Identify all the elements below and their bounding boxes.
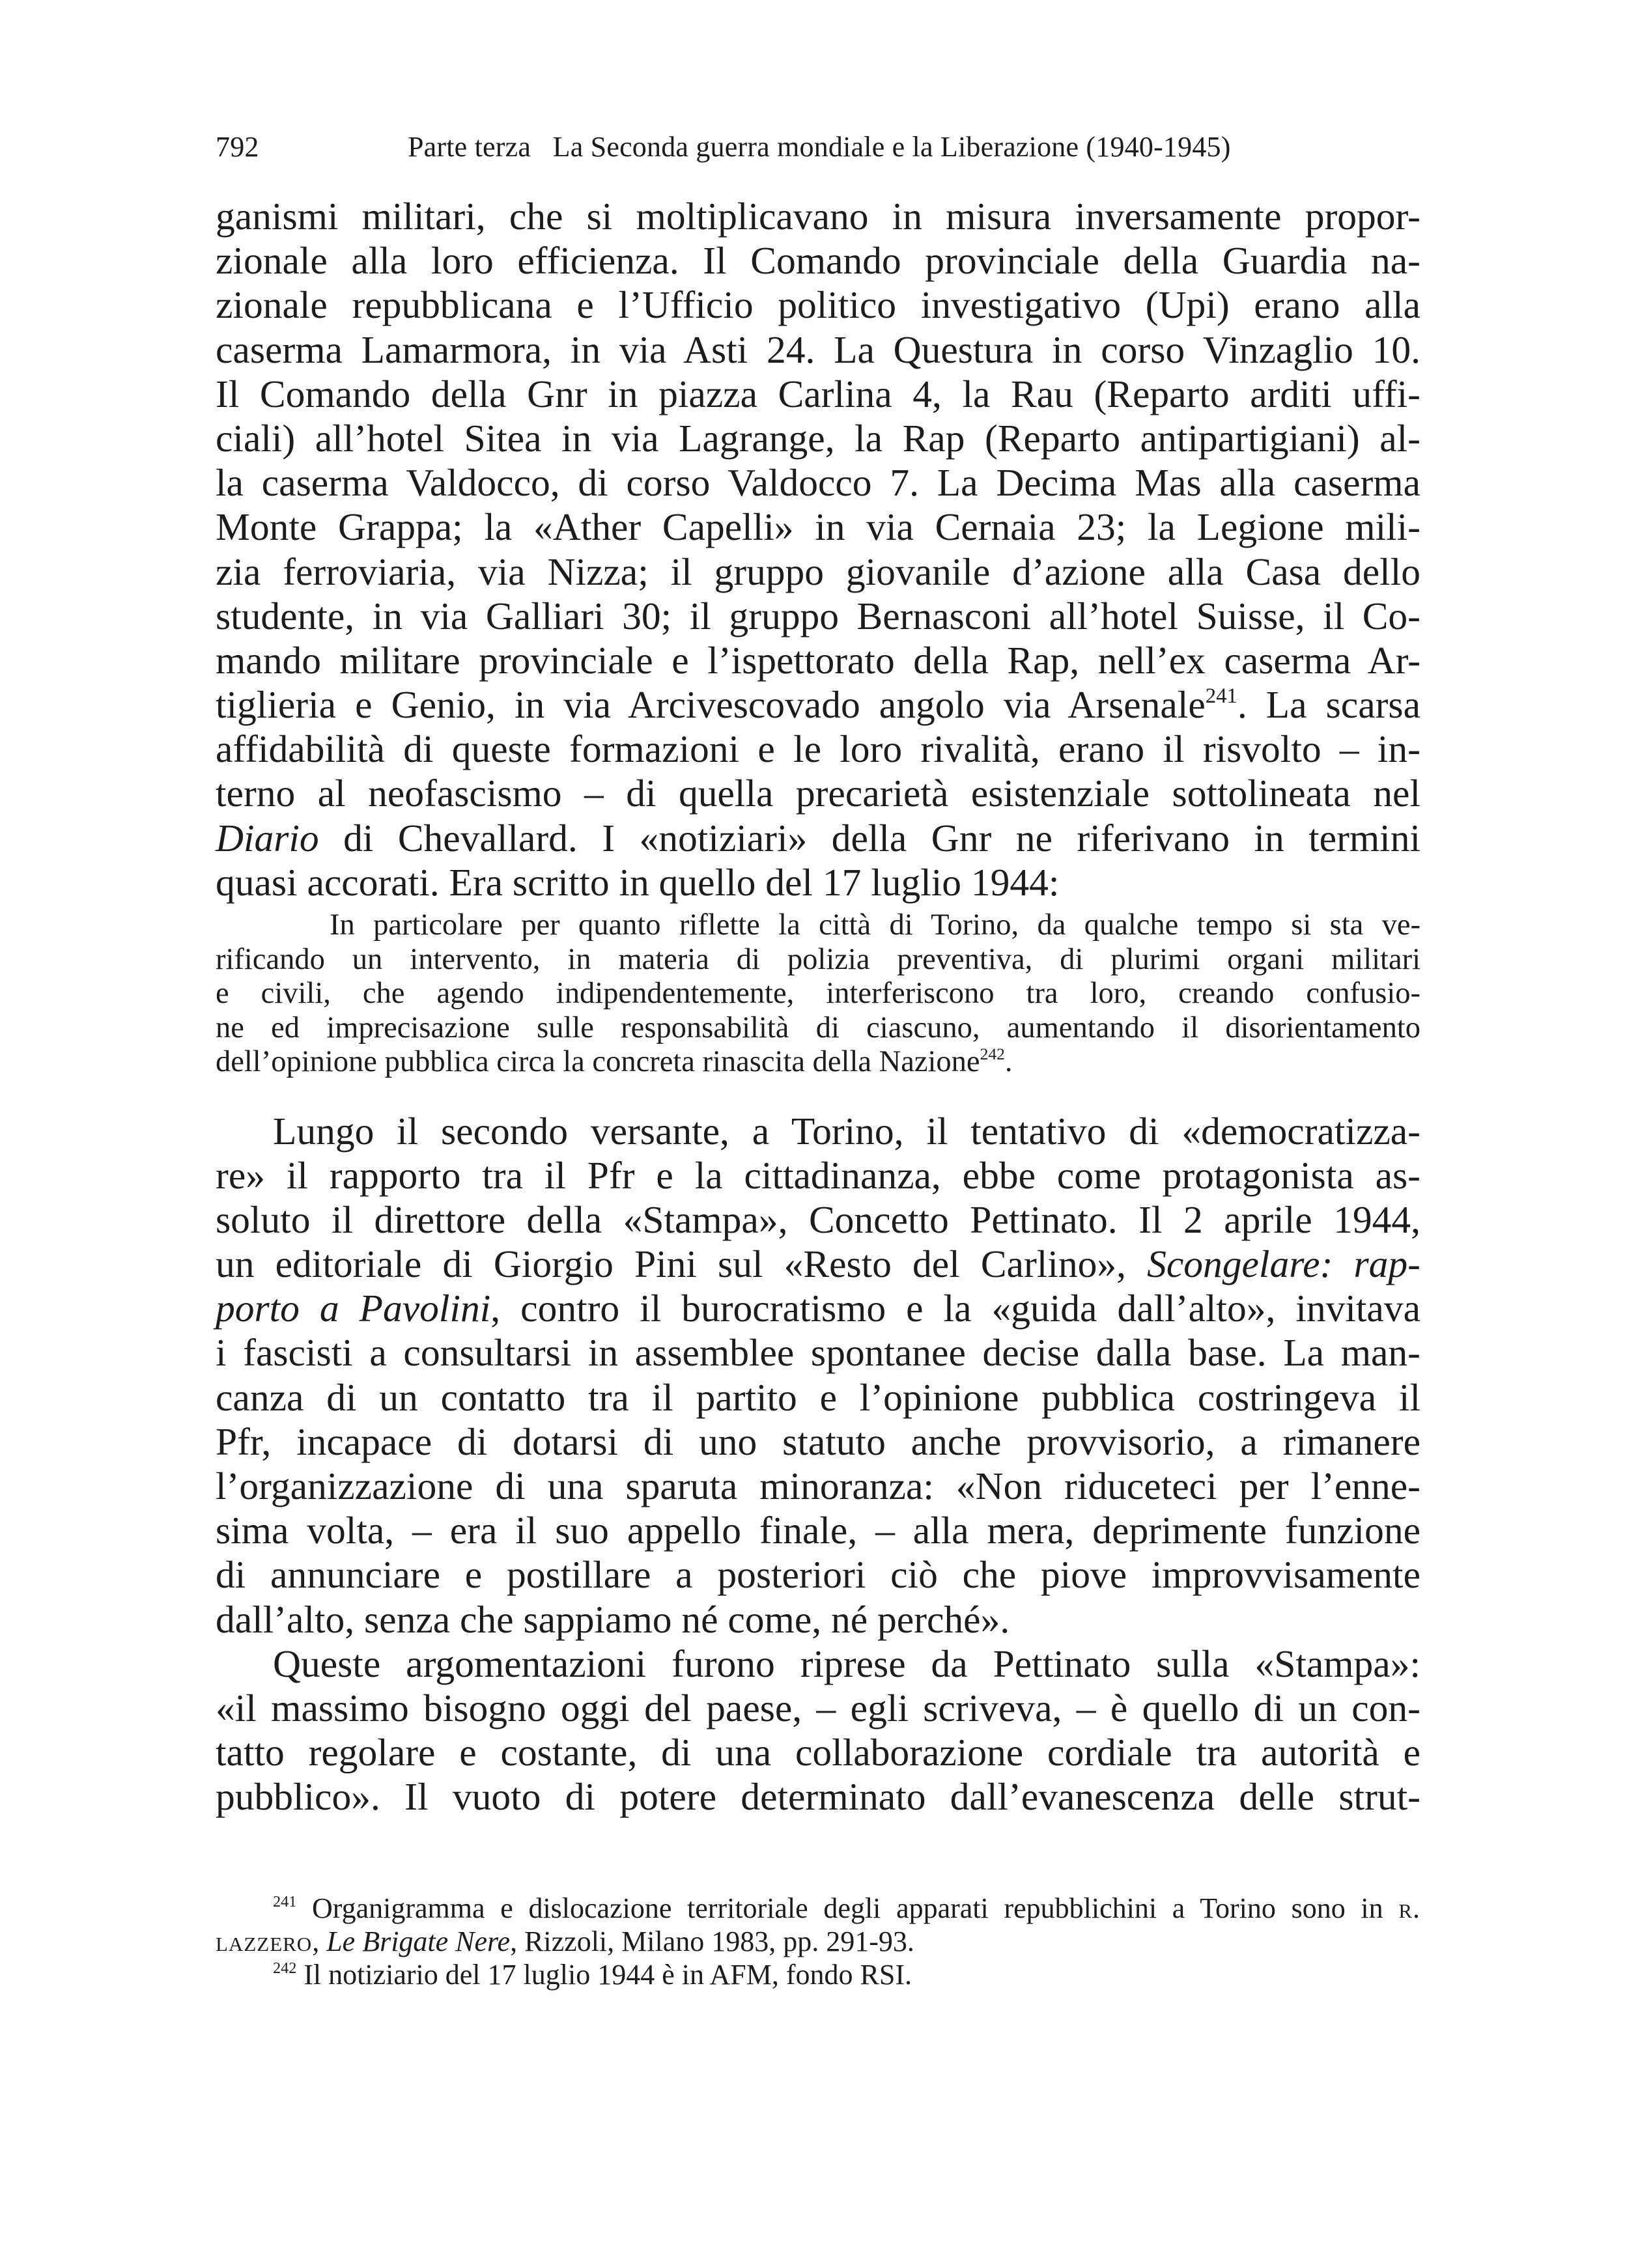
text-fragment: , <box>312 1925 327 1957</box>
text-fragment: tiglieria e Genio, in via Arcivescovado angolo via Arsenale <box>216 683 1206 727</box>
text-line: dall’alto, senza che sappiamo né come, né perché». <box>216 1597 1010 1641</box>
text-line: canza di un contatto tra il partito e l’opinione pubblica costringeva il <box>216 1375 1420 1419</box>
text-fragment: un editoriale di Giorgio Pini sul «Resto del Carlino», <box>216 1242 1148 1286</box>
text-line: zionale repubblicana e l’Ufficio politico investigativo (Upi) erano alla <box>216 283 1420 327</box>
footnote-number: 241 <box>273 1892 297 1911</box>
text-line: caserma Lamarmora, in via Asti 24. La Questura in corso Vinzaglio 10. <box>216 328 1420 371</box>
text-line <box>216 1242 1420 1286</box>
running-header <box>216 128 1420 167</box>
text-fragment: dell’opinione pubblica circa la concreta rinascita della Nazione <box>216 1045 980 1078</box>
main-text <box>216 194 1420 1819</box>
text-line: Lungo il secondo versante, a Torino, il tentativo di «democratizza- <box>273 1109 1420 1153</box>
text-line: Il Comando della Gnr in piazza Carlina 4, la Rau (Reparto arditi uffi- <box>216 372 1420 415</box>
work-title-italic: Le Brigate Nere <box>326 1925 511 1957</box>
text-line: affidabilità di queste formazioni e le loro rivalità, erano il risvolto – in- <box>216 727 1420 771</box>
text-line: soluto il direttore della «Stampa», Concetto Pettinato. Il 2 aprile 1944, <box>216 1197 1420 1241</box>
text-fragment: , Rizzoli, Milano 1983, pp. 291-93. <box>510 1925 914 1957</box>
quote-line: In particolare per quanto riflette la città di Torino, da qualche tempo si sta ve- <box>330 908 1420 942</box>
footnotes <box>216 1892 1420 1991</box>
work-title-italic: Scongelare: rap- <box>1147 1242 1420 1286</box>
author-initial: r. <box>1398 1892 1420 1924</box>
text-line: ganismi militari, che si moltiplicavano in misura inversamente propor- <box>216 195 1420 238</box>
text-line: sima volta, – era il suo appello finale, – alla mera, deprimente funzione <box>216 1509 1420 1552</box>
paragraph-2 <box>216 1109 1420 1642</box>
text-line: la caserma Valdocco, di corso Valdocco 7. La Decima Mas alla caserma <box>216 461 1420 505</box>
text-fragment: , contro il burocratismo e la «guida dall’alto», invitava <box>490 1287 1420 1330</box>
page-number: 792 <box>216 131 259 163</box>
text-line <box>216 816 1420 860</box>
paragraph-3 <box>216 1642 1420 1819</box>
text-line: studente, in via Galliari 30; il gruppo Bernasconi all’hotel Suisse, il Co- <box>216 594 1420 637</box>
block-quote <box>216 908 1420 1080</box>
text-line: pubblico». Il vuoto di potere determinato dall’evanescenza delle strut- <box>216 1775 1420 1819</box>
text-line: terno al neofascismo – di quella precarietà esistenziale sottolineata nel <box>216 772 1420 815</box>
text-fragment: Il notiziario del 17 luglio 1944 è in AFM, fondo RSI. <box>296 1959 912 1991</box>
text-line: di annunciare e postillare a posteriori ciò che piove improvvisamente <box>216 1553 1420 1597</box>
quote-line <box>216 1045 1420 1080</box>
text-line: Queste argomentazioni furono riprese da Pettinato sulla «Stampa»: <box>273 1642 1420 1685</box>
footnote-241-cont <box>216 1925 1420 1958</box>
text-line: tatto regolare e costante, di una collaborazione cordiale tra autorità e <box>216 1731 1420 1774</box>
text-line: i fascisti a consultarsi in assemblee spontanee decise dalla base. La man- <box>216 1331 1420 1375</box>
footnote-ref-242[interactable]: 242 <box>980 1044 1005 1063</box>
text-line <box>216 682 1420 727</box>
text-line <box>216 1286 1420 1330</box>
text-fragment: Organigramma e dislocazione territoriale degli apparati repubblichini a Torino sono in <box>296 1892 1399 1924</box>
text-line: zionale alla loro efficienza. Il Comando provinciale della Guardia na- <box>216 239 1420 283</box>
text-fragment: . <box>1004 1045 1013 1078</box>
text-fragment: . La scarsa <box>1237 683 1420 727</box>
text-line: mando militare provinciale e l’ispettorato della Rap, nell’ex caserma Ar- <box>216 638 1420 682</box>
quote-line: ne ed imprecisazione sulle responsabilità di ciascuno, aumentando il disorientamento <box>216 1011 1420 1044</box>
text-line: quasi accorati. Era scritto in quello del 17 luglio 1944: <box>216 860 1060 904</box>
text-line: Pfr, incapace di dotarsi di uno statuto anche provvisorio, a rimanere <box>216 1420 1420 1463</box>
text-fragment: di Chevallard. I «notiziari» della Gnr ne riferivano in termini <box>318 816 1420 860</box>
work-title-italic: Diario <box>216 816 319 860</box>
footnote-241 <box>216 1892 1420 1925</box>
paragraph-1 <box>216 194 1420 904</box>
quote-line: e civili, che agendo indipendentemente, interferiscono tra loro, creando confusio- <box>216 977 1420 1010</box>
footnote-242 <box>216 1958 1420 1991</box>
text-line: ciali) all’hotel Sitea in via Lagrange, la Rap (Reparto antipartigiani) al- <box>216 416 1420 460</box>
text-line: «il massimo bisogno oggi del paese, – egli scriveva, – è quello di un con- <box>216 1686 1420 1729</box>
footnote-ref-241[interactable]: 241 <box>1205 684 1237 708</box>
author-name: lazzero <box>216 1925 313 1957</box>
quote-line: rificando un intervento, in materia di polizia preventiva, di plurimi organi militari <box>216 942 1420 976</box>
text-line: l’organizzazione di una sparuta minoranza: «Non riduceteci per l’enne- <box>216 1464 1420 1507</box>
text-line: Monte Grappa; la «Ather Capelli» in via Cernaia 23; la Legione mili- <box>216 505 1420 549</box>
running-title: Parte terza La Seconda guerra mondiale e la Liberazione (1940-1945) <box>408 131 1231 163</box>
work-title-italic: porto a Pavolini <box>216 1287 491 1330</box>
text-line: re» il rapporto tra il Pfr e la cittadinanza, ebbe come protagonista as- <box>216 1153 1420 1197</box>
text-line: zia ferroviaria, via Nizza; il gruppo giovanile d’azione alla Casa dello <box>216 550 1420 593</box>
footnote-number: 242 <box>273 1959 297 1977</box>
